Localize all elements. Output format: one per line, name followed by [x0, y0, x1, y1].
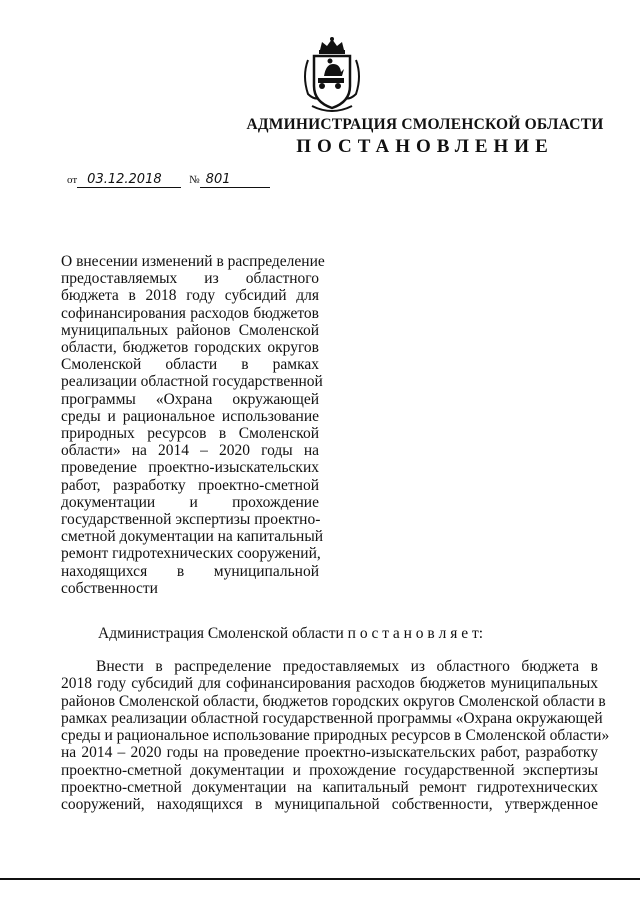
subject-line: проведение проектно-изыскательских — [61, 459, 319, 477]
coat-of-arms-icon — [300, 36, 364, 114]
subject-line: Смоленской области в рамках — [61, 356, 319, 374]
date-prefix: от — [67, 174, 78, 186]
subject-line: предоставляемых из областного — [61, 270, 319, 288]
body-line: сооружений, находящихся в муниципальной собственности, утвержденное — [61, 796, 598, 814]
subject-line: находящихся в муниципальной — [61, 562, 319, 580]
body-line: рамках реализации областной государственной программы «Охрана окружающей — [61, 709, 603, 727]
subject-line: программы «Охрана окружающей — [61, 390, 319, 408]
subject-line: собственности — [61, 579, 158, 597]
subject-line: ремонт гидротехнических сооружений, — [61, 545, 321, 563]
subject-line: документации и прохождение — [61, 493, 319, 511]
number-value: 801 — [200, 172, 270, 188]
number-prefix: № — [189, 174, 200, 186]
decree-statement: Администрация Смоленской области п о с т а н о в л я е т: — [98, 625, 484, 642]
subject-line: софинансирования расходов бюджетов — [61, 304, 319, 322]
body-line: проектно-сметной документации на капитальный ремонт гидротехнических — [61, 779, 598, 797]
body-line: на 2014 – 2020 годы на проведение проектно-изыскательских работ, разработку — [61, 744, 598, 762]
subject-line: реализации областной государственной — [61, 373, 323, 391]
subject-line: бюджета в 2018 году субсидий для — [61, 287, 319, 305]
date-value: 03.12.2018 — [77, 172, 181, 188]
document-type-title: ПОСТАНОВЛЕНИЕ — [296, 136, 554, 157]
subject-line: О внесении изменений в распределение — [61, 253, 325, 270]
body-line: районов Смоленской области, бюджетов городских округов Смоленской области в — [61, 692, 606, 710]
subject-line: муниципальных районов Смоленской — [61, 321, 319, 339]
subject-line: среды и рациональное использование — [61, 407, 319, 425]
subject-line: государственной экспертизы проектно- — [61, 511, 321, 529]
subject-line: области» на 2014 – 2020 годы на — [61, 442, 319, 460]
body-paragraph — [61, 658, 610, 814]
body-line: среды и рациональное использование природных ресурсов в Смоленской области» — [61, 727, 610, 745]
subject-line: сметной документации на капитальный — [61, 528, 324, 546]
organization-title-text: АДМИНИСТРАЦИЯ СМОЛЕНСКОЙ ОБЛАСТИ — [246, 116, 604, 133]
subject-line: области, бюджетов городских округов — [61, 339, 319, 357]
registration-line — [67, 172, 270, 188]
organization-title — [0, 116, 640, 134]
subject-line: природных ресурсов в Смоленской — [61, 425, 319, 443]
body-line: проектно-сметной документации и прохождение государственной экспертизы — [61, 761, 598, 779]
subject-line: работ, разработку проектно-сметной — [61, 476, 319, 494]
body-line: Внести в распределение предоставляемых из областного бюджета в — [96, 658, 598, 675]
body-line: 2018 году субсидий для софинансирования расходов бюджетов муниципальных — [61, 675, 598, 693]
subject-block — [61, 253, 325, 597]
bottom-rule — [0, 878, 640, 880]
